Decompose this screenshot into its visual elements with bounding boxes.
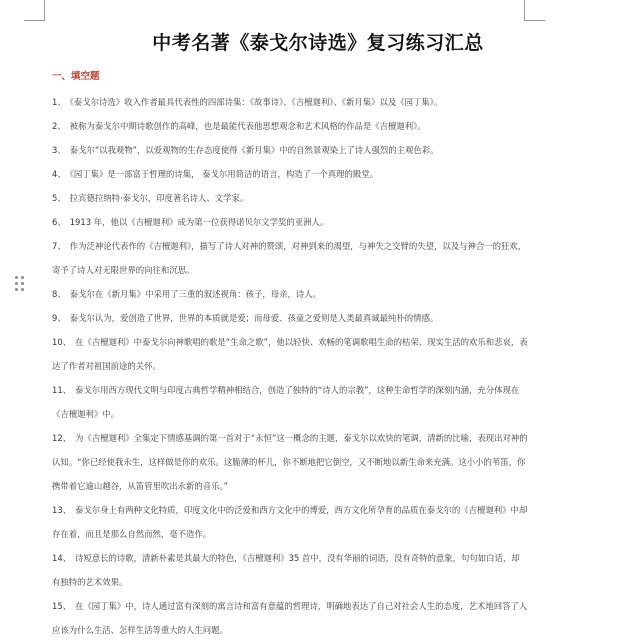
list-item: 10、 在《吉檀迦利》中泰戈尔向神歌唱的歌是“生命之歌”，他以轻快、欢畅的笔调歌唱生命的枯荣、现实生活的欢乐和悲哀，表达了作者对祖国前途的关怀。: [52, 337, 528, 371]
list-item: 12、 为《吉檀迦利》全集定下情感基调的第一首对于“永恒”这一概念的主题，泰戈尔以欢快的笔调，清新的比喻，表现出对神的认知。“你已经使我永生，这样做是你的欢乐。这脆薄的杯儿，你不断地把它倒空，又不断地以新生命来充满。这小小的苇笛，你携带着它逾山越谷，从笛管里吹出永新的音乐。”: [52, 433, 528, 491]
list-item: 8、 泰戈尔在《新月集》中采用了三重的叙述视角：孩子，母亲，诗人。: [52, 289, 321, 299]
list-item: 15、 在《园丁集》中，诗人通过富有深刻的寓言诗和富有意蕴的哲理诗，明确地表达了自己对社会人生的态度，艺术地回答了人应该为什么生活、怎样生活等重大的人生问题。: [52, 601, 528, 635]
drag-handle-icon[interactable]: [15, 276, 25, 292]
page-corner-mark-top-right: [524, 0, 545, 21]
list-item: 14、 诗短意长的诗歌，清新朴素是其最大的特色，《吉檀迦利》35 首中，没有华丽的词语，没有奇特的意象，句句如白话，却有独特的艺术效果。: [52, 553, 520, 587]
list-item: 9、 泰戈尔认为，爱创造了世界，世界的本质就是爱；而母爱、孩童之爱则是人类最真诚最纯朴的情感。: [52, 313, 439, 323]
list-item: 3、 泰戈尔“以我观物”，以爱观物的生存态度使得《新月集》中的自然景观染上了诗人强烈的主观色彩。: [52, 145, 439, 155]
page-corner-mark-top-left: [24, 0, 45, 21]
question-list: [52, 90, 528, 642]
section-heading: 一、填空题: [52, 71, 100, 82]
list-item: 2、 被称为泰戈尔中期诗歌创作的高峰，也是最能代表他思想观念和艺术风格的作品是《吉檀迦利》。: [52, 121, 426, 131]
list-item: 11、 泰戈尔用西方现代文明与印度古典哲学精神相结合，创造了独特的“诗人的宗教”，这种生命哲学的深刻内涵，充分体现在《吉檀迦利》中。: [52, 385, 520, 419]
list-item: 13、 泰戈尔身上有两种文化特质，印度文化中的泛爱和西方文化中的博爱，西方文化所孕育的品质在泰戈尔的《吉檀迦利》中却存在着，而且是那么自然而然，毫不造作。: [52, 505, 528, 539]
list-item: 4、 《园丁集》是一部富于哲理的诗集， 泰戈尔用简洁的语言，构造了一个真理的殿堂。: [52, 169, 379, 179]
list-item: 5、 拉宾德拉纳特·泰戈尔，印度著名诗人、文学家。: [52, 193, 249, 203]
list-item: 1、 《泰戈尔诗选》收入作者最具代表性的四部诗集：《故事诗》、《吉檀迦利》、《新月集》以及《园丁集》。: [52, 97, 443, 107]
document-title: 中考名著《泰戈尔诗选》复习练习汇总: [152, 32, 484, 54]
list-item: 7、 作为泛神论代表作的《吉檀迦利》，描写了诗人对神的赞颂，对神到来的渴望，与神失之交臂的失望，以及与神合一的狂欢，寄予了诗人对无限世界的向往和沉思。: [52, 241, 527, 275]
list-item: 6、 1913 年，他以《吉檀迦利》成为第一位获得诺贝尔文学奖的亚洲人。: [52, 217, 329, 227]
